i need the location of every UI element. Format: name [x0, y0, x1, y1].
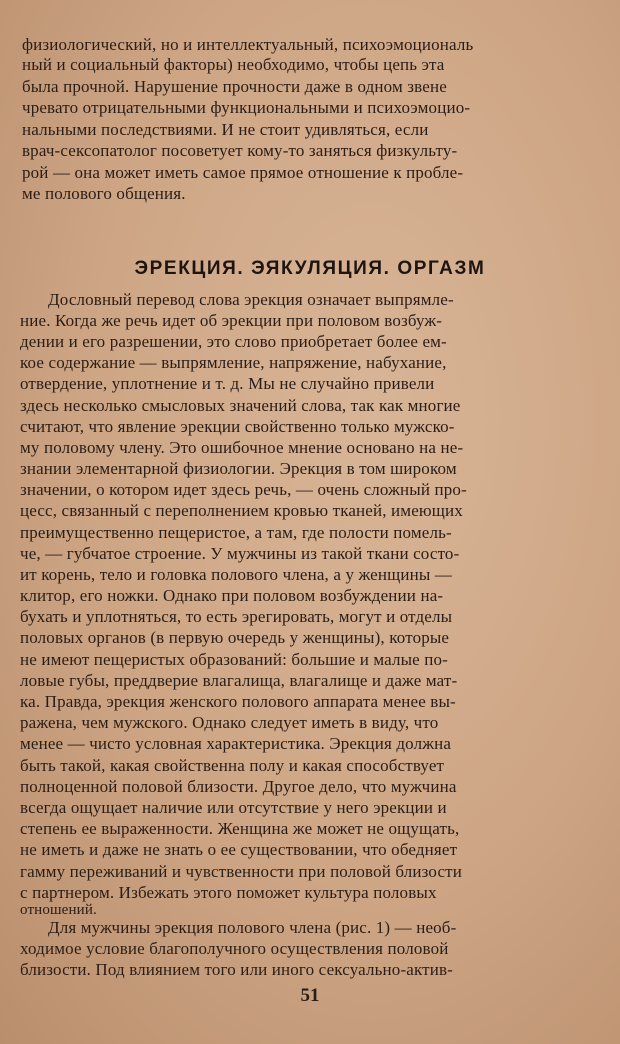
text-line: ние. Когда же речь идет об эрекции при половом возбуж-	[20, 311, 443, 330]
text-line: ка. Правда, эрекция женского полового аппарата менее вы-	[20, 692, 456, 711]
text-line: была прочной. Нарушение прочности даже в одном звене	[22, 77, 447, 96]
page-number: 51	[300, 985, 320, 1006]
text-line: отвердение, уплотнение и т. д. Мы не случайно привели	[20, 374, 435, 393]
text-line: че, — губчатое строение. У мужчины из такой ткани состо-	[20, 544, 460, 563]
text-line: кое содержание — выпрямление, напряжение, набухание,	[20, 353, 447, 372]
text-line: ный и социальный факторы) необходимо, чтобы цепь эта	[22, 55, 445, 74]
text-line: с партнером. Избежать этого поможет культура половых	[20, 883, 437, 902]
text-line: ходимое условие благополучного осуществления половой	[20, 939, 449, 958]
text-line: рой — она может иметь самое прямое отношение к пробле-	[22, 163, 464, 182]
text-line: ме полового общения.	[22, 184, 186, 203]
text-line: бухать и уплотняться, то есть эрегировать, могут и отделы	[20, 607, 453, 626]
text-line: дении и его разрешении, это слово приобретает более ем-	[20, 332, 447, 351]
text-line: считают, что явление эрекции свойственно только мужско-	[20, 417, 455, 436]
text-line: половых органов (в первую очередь у женщины), которые	[20, 628, 450, 647]
section-heading: ЭРЕКЦИЯ. ЭЯКУЛЯЦИЯ. ОРГАЗМ	[134, 258, 486, 279]
text-line: Для мужчины эрекция полового члена (рис. 1) — необ-	[48, 918, 457, 937]
text-line: чревато отрицательными функциональными и психоэмоцио-	[22, 98, 471, 117]
text-line: врач-сексопатолог посоветует кому-то заняться физкульту-	[22, 141, 458, 160]
text-line: гамму переживаний и чувственности при половой близости	[20, 862, 462, 881]
text-line: быть такой, какая свойственна полу и какая способствует	[20, 756, 445, 775]
text-line: близости. Под влиянием того или иного сексуально-актив-	[20, 960, 453, 979]
text-line: не имеют пещеристых образований: большие и малые по-	[20, 650, 448, 669]
text-line: му половому члену. Это ошибочное мнение основано на не-	[20, 438, 464, 457]
text-line: физиологический, но и интеллектуальный, психоэмоциональ	[22, 35, 474, 54]
text-line: нальными последствиями. И не стоит удивляться, если	[22, 120, 429, 139]
text-line: степень ее выраженности. Женщина же может не ощущать,	[20, 819, 460, 838]
text-line: здесь несколько смысловых значений слова, так как многие	[20, 396, 461, 415]
text-line: не иметь и даже не знать о ее существовании, что обедняет	[20, 840, 458, 859]
text-line: полноценной половой близости. Другое дело, что мужчина	[20, 777, 457, 796]
text-line: ловые губы, преддверие влагалища, влагалище и даже мат-	[20, 671, 458, 690]
text-line: клитор, его ножки. Однако при половом возбуждении на-	[20, 586, 444, 605]
text-line: менее — чисто условная характеристика. Эрекция должна	[20, 734, 452, 753]
text-line: отношений.	[20, 902, 97, 918]
text-line: ит корень, тело и головка полового члена, а у женщины —	[20, 565, 452, 584]
text-line: знании элементарной физиологии. Эрекция в том широком	[20, 459, 457, 478]
text-line: Дословный перевод слова эрекция означает выпрямле-	[48, 290, 454, 309]
text-line: цесс, связанный с переполнением кровью тканей, имеющих	[20, 501, 463, 520]
text-line: значении, о котором идет здесь речь, — очень сложный про-	[20, 480, 467, 499]
text-line: всегда ощущает наличие или отсутствие у него эрекции и	[20, 798, 447, 817]
text-line: ражена, чем мужского. Однако следует иметь в виду, что	[20, 713, 439, 732]
text-line: преимущественно пещеристое, а там, где полости помель-	[20, 523, 452, 542]
